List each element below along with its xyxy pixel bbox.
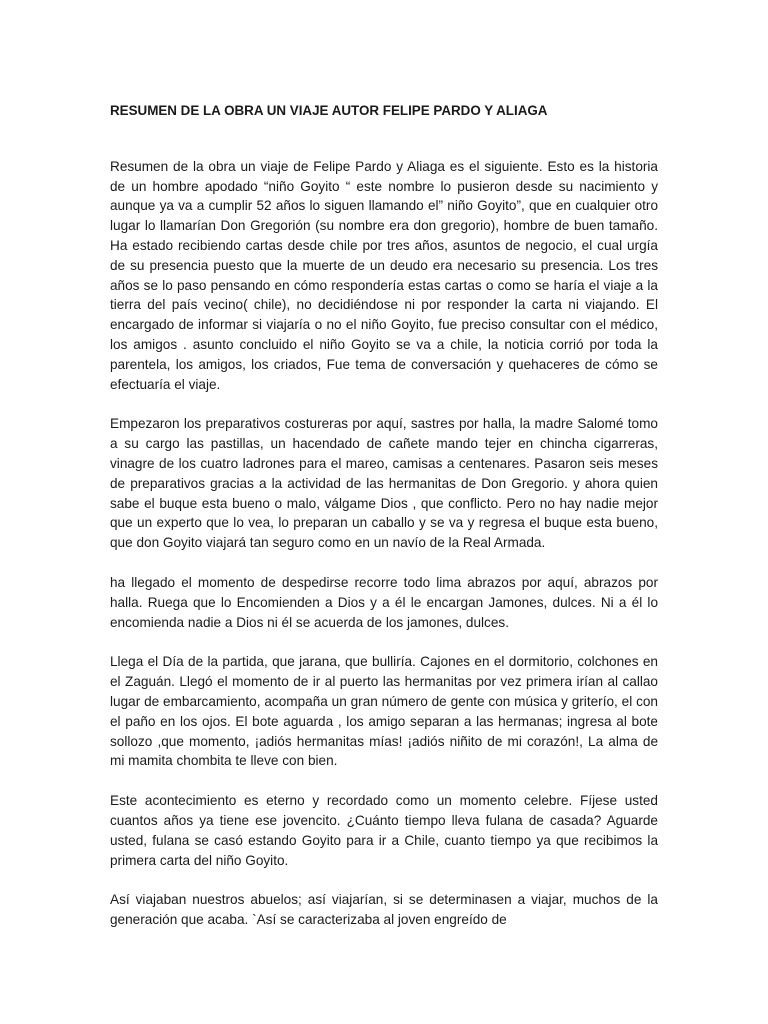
document-title: RESUMEN DE LA OBRA UN VIAJE AUTOR FELIPE PARDO Y ALIAGA bbox=[110, 103, 548, 118]
paragraph-1: Resumen de la obra un viaje de Felipe Pardo y Aliaga es el siguiente. Esto es la historia de un hombre apodado “niño Goyito “ este nombre lo pusieron desde su nacimiento y aunque ya va a cumplir 52 años lo siguen llamando el” niño Goyito”, que en cualquier otro lugar lo llamarían Don Gregorión (su nombre era don gregorio), hombre de buen tamaño. Ha estado recibiendo cartas desde chile por tres años, asuntos de negocio, el cual urgía de su presencia puesto que la muerte de un deudo era necesario su presencia. Los tres años se lo paso pensando en cómo respondería estas cartas o como se haría el viaje a la tierra del país vecino( chile), no decidiéndose ni por responder la carta ni viajando. El encargado de informar si viajaría o no el niño Goyito, fue preciso consultar con el médico, los amigos . asunto concluido el niño Goyito se va a chile, la noticia corrió por toda la parentela, los amigos, los criados, Fue tema de conversación y quehaceres de cómo se efectuaría el viaje. bbox=[110, 158, 658, 392]
paragraph-3: ha llegado el momento de despedirse recorre todo lima abrazos por aquí, abrazos por halla. Ruega que lo Encomienden a Dios y a él le encargan Jamones, dulces. Ni a él lo encomienda nadie a Dios ni él se acuerda de los jamones, dulces. bbox=[110, 574, 658, 630]
paragraph-2: Empezaron los preparativos costureras por aquí, sastres por halla, la madre Salomé tomo a su cargo las pastillas, un hacendado de cañete mando tejer en chincha cigarreras, vinagre de los cuatro ladrones para el mareo, camisas a centenares. Pasaron seis meses de preparativos gracias a la actividad de las hermanitas de Don Gregorio. y ahora quien sabe el buque esta bueno o malo, válgame Dios , que conflicto. Pero no hay nadie mejor que un experto que lo vea, lo preparan un caballo y se va y regresa el buque esta bueno, que don Goyito viajará tan seguro como en un navío de la Real Armada. bbox=[110, 416, 658, 551]
document-body bbox=[110, 101, 658, 950]
paragraph-5: Este acontecimiento es eterno y recordado como un momento celebre. Fíjese usted cuantos años ya tiene ese jovencito. ¿Cuánto tiempo lleva fulana de casada? Aguarde usted, fulana se casó estando Goyito para ir a Chile, cuanto tiempo ya que recibimos la primera carta del niño Goyito. bbox=[110, 793, 658, 868]
paragraph-4: Llega el Día de la partida, que jarana, que bulliría. Cajones en el dormitorio, colchones en el Zaguán. Llegó el momento de ir al puerto las hermanitas por vez primera irían al callao lugar de embarcamiento, acompaña un gran número de gente con música y griterío, el con el paño en los ojos. El bote aguarda , los amigo separan a las hermanas; ingresa al bote sollozo ,que momento, ¡adiós hermanitas mías! ¡adiós niñito de mi corazón!, La alma de mi mamita chombita te lleve con bien. bbox=[110, 654, 658, 769]
paragraph-6: Así viajaban nuestros abuelos; así viajarían, si se determinasen a viajar, muchos de la generación que acaba. `Así se caracterizaba al joven engreído de bbox=[110, 892, 658, 928]
